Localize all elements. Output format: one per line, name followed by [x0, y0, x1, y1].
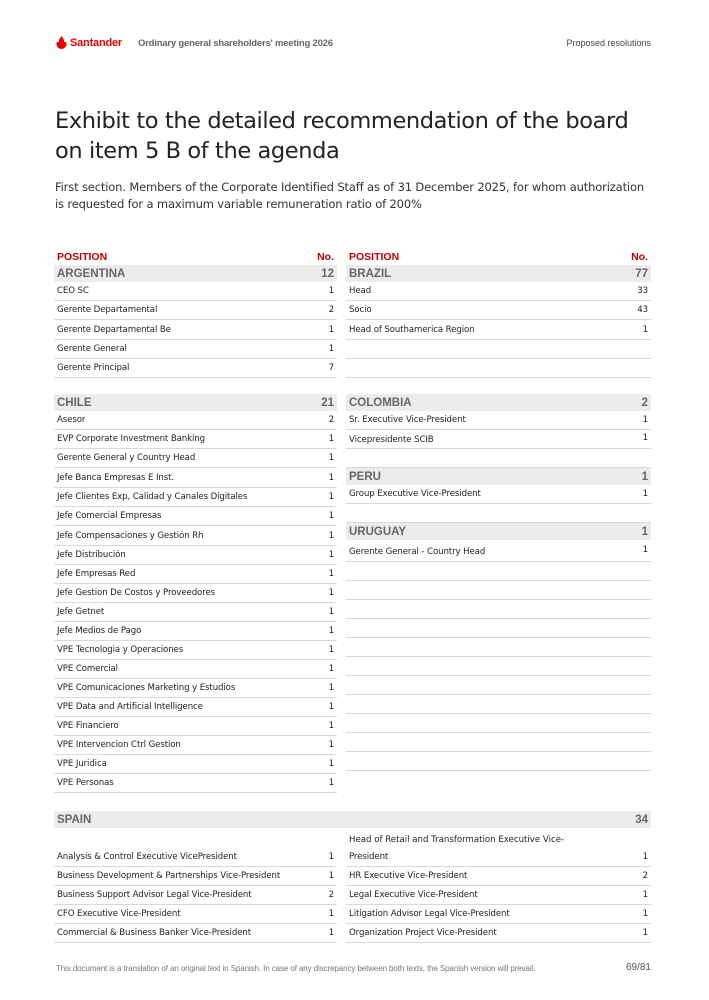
chile-section — [54, 394, 337, 793]
position-header: POSITION — [349, 251, 400, 263]
country-total: 12 — [321, 267, 334, 280]
empty-row — [346, 600, 651, 619]
translation-note: This document is a translation of an original text in Spanish. In case of any discrepancy between both texts, the Spanish version will prevail. — [56, 964, 536, 973]
country-name: URUGUAY — [349, 525, 407, 538]
country-total: 77 — [635, 267, 648, 280]
empty-row — [346, 638, 651, 657]
empty-row — [346, 359, 651, 378]
table-row: Sr. Executive Vice-President 1 — [346, 411, 651, 430]
table-row: VPE Data and Artificial Intelligence 1 — [54, 698, 337, 717]
right-column-top — [346, 249, 651, 378]
spacer-row — [346, 449, 651, 468]
table-row: Head of Southamerica Region 1 — [346, 320, 651, 340]
table-row: CFO Executive Vice-President 1 — [54, 905, 337, 924]
table-row: CEO SC 1 — [54, 282, 337, 301]
table-row: Analysis & Control Executive VicePresident 1 — [54, 848, 337, 867]
table-row: Gerente General y Country Head 1 — [54, 449, 337, 468]
spain-right-column — [346, 832, 651, 943]
table-row: VPE Tecnologia y Operaciones 1 — [54, 641, 337, 660]
empty-row — [346, 733, 651, 752]
right-column-middle — [346, 394, 651, 771]
table-row: Jefe Medios de Pago 1 — [54, 622, 337, 641]
table-row: Jefe Empresas Red 1 — [54, 565, 337, 584]
number-header: No. — [631, 251, 648, 263]
page-number: 69/81 — [625, 962, 651, 973]
table-row: VPE Comunicaciones Marketing y Estudios 1 — [54, 679, 337, 698]
section-label: Proposed resolutions — [566, 38, 651, 48]
table-row: Jefe Compensaciones y Gestión Rh 1 — [54, 526, 337, 546]
table-row: Commercial & Business Banker Vice-President 1 — [54, 924, 337, 943]
table-row: VPE Comercial 1 — [54, 660, 337, 679]
table-row: Group Executive Vice-President 1 — [346, 485, 651, 504]
table-row: President 1 — [346, 848, 651, 867]
table-row: Jefe Gestion De Costos y Proveedores 1 — [54, 584, 337, 603]
table-row: Gerente Principal 7 — [54, 359, 337, 378]
country-total: 1 — [641, 470, 648, 483]
country-header-peru — [346, 468, 651, 485]
empty-row — [346, 752, 651, 771]
table-row: Jefe Distribución 1 — [54, 546, 337, 565]
column-header-left — [54, 249, 337, 265]
empty-row — [346, 562, 651, 581]
table-row: Gerente General - Country Head 1 — [346, 540, 651, 562]
empty-row — [346, 695, 651, 714]
country-header-uruguay — [346, 523, 651, 540]
country-name: BRAZIL — [349, 267, 392, 280]
table-row: HR Executive Vice-President 2 — [346, 867, 651, 886]
empty-row — [346, 676, 651, 695]
page-footer — [56, 964, 651, 976]
country-header-brazil — [346, 265, 651, 282]
table-row: VPE Juridica 1 — [54, 755, 337, 774]
table-row: Jefe Clientes Exp, Calidad y Canales Digitales 1 — [54, 488, 337, 507]
empty-row — [346, 714, 651, 733]
country-name: CHILE — [57, 396, 92, 409]
table-row: Organization Project Vice-President 1 — [346, 924, 651, 943]
empty-row — [346, 340, 651, 359]
country-total: 1 — [641, 525, 648, 538]
country-name: SPAIN — [57, 813, 92, 826]
table-row: Gerente Departamental 2 — [54, 301, 337, 320]
table-row: Jefe Comercial Empresas 1 — [54, 507, 337, 526]
empty-row — [346, 581, 651, 600]
country-header-chile — [54, 394, 337, 411]
table-row: Head 33 — [346, 282, 651, 301]
table-row: Jefe Banca Empresas E Inst. 1 — [54, 468, 337, 488]
spain-left-column — [54, 848, 337, 943]
left-column-top — [54, 249, 337, 378]
country-total: 21 — [321, 396, 334, 409]
table-row: Business Support Advisor Legal Vice-President 2 — [54, 886, 337, 905]
table-row: EVP Corporate Investment Banking 1 — [54, 430, 337, 449]
empty-row — [346, 619, 651, 638]
country-name: COLOMBIA — [349, 396, 412, 409]
page-subtitle: First section. Members of the Corporate Identified Staff as of 31 December 2025, for whom authorization is requested for a maximum variable remuneration ratio of 200% — [55, 180, 644, 211]
table-row: VPE Personas 1 — [54, 774, 337, 793]
country-header-colombia — [346, 394, 651, 411]
table-row: VPE Financiero 1 — [54, 717, 337, 736]
santander-logo: Santander — [56, 36, 122, 49]
country-total: 34 — [635, 813, 648, 826]
position-header: POSITION — [57, 251, 108, 263]
country-header-argentina — [54, 265, 337, 282]
table-row: VPE Intervencion Ctrl Gestion 1 — [54, 736, 337, 755]
table-row: Jefe Getnet 1 — [54, 603, 337, 622]
table-row: Litigation Advisor Legal Vice-President 1 — [346, 905, 651, 924]
table-row: Business Development & Partnerships Vice-President 1 — [54, 867, 337, 886]
country-name: PERU — [349, 470, 381, 483]
page-title: Exhibit to the detailed recommendation of the board on item 5 B of the agenda — [55, 108, 629, 164]
table-row: Legal Executive Vice-President 1 — [346, 886, 651, 905]
wrapped-position-line: Head of Retail and Transformation Executive Vice- — [349, 835, 565, 845]
table-row: Gerente General 1 — [54, 340, 337, 359]
country-name: ARGENTINA — [57, 267, 126, 280]
flame-icon — [56, 36, 67, 49]
column-header-right — [346, 249, 651, 265]
empty-row — [346, 657, 651, 676]
table-row: Socio 43 — [346, 301, 651, 320]
page-header — [56, 36, 651, 52]
country-total: 2 — [641, 396, 648, 409]
table-row: Gerente Departamental Be 1 — [54, 320, 337, 340]
table-row: Asesor 2 — [54, 411, 337, 430]
number-header: No. — [317, 251, 334, 263]
spacer-row — [346, 504, 651, 523]
table-row: Vicepresidente SCIB 1 — [346, 430, 651, 449]
country-header-spain — [54, 811, 651, 828]
meeting-title: Ordinary general shareholders' meeting 2026 — [138, 38, 333, 49]
